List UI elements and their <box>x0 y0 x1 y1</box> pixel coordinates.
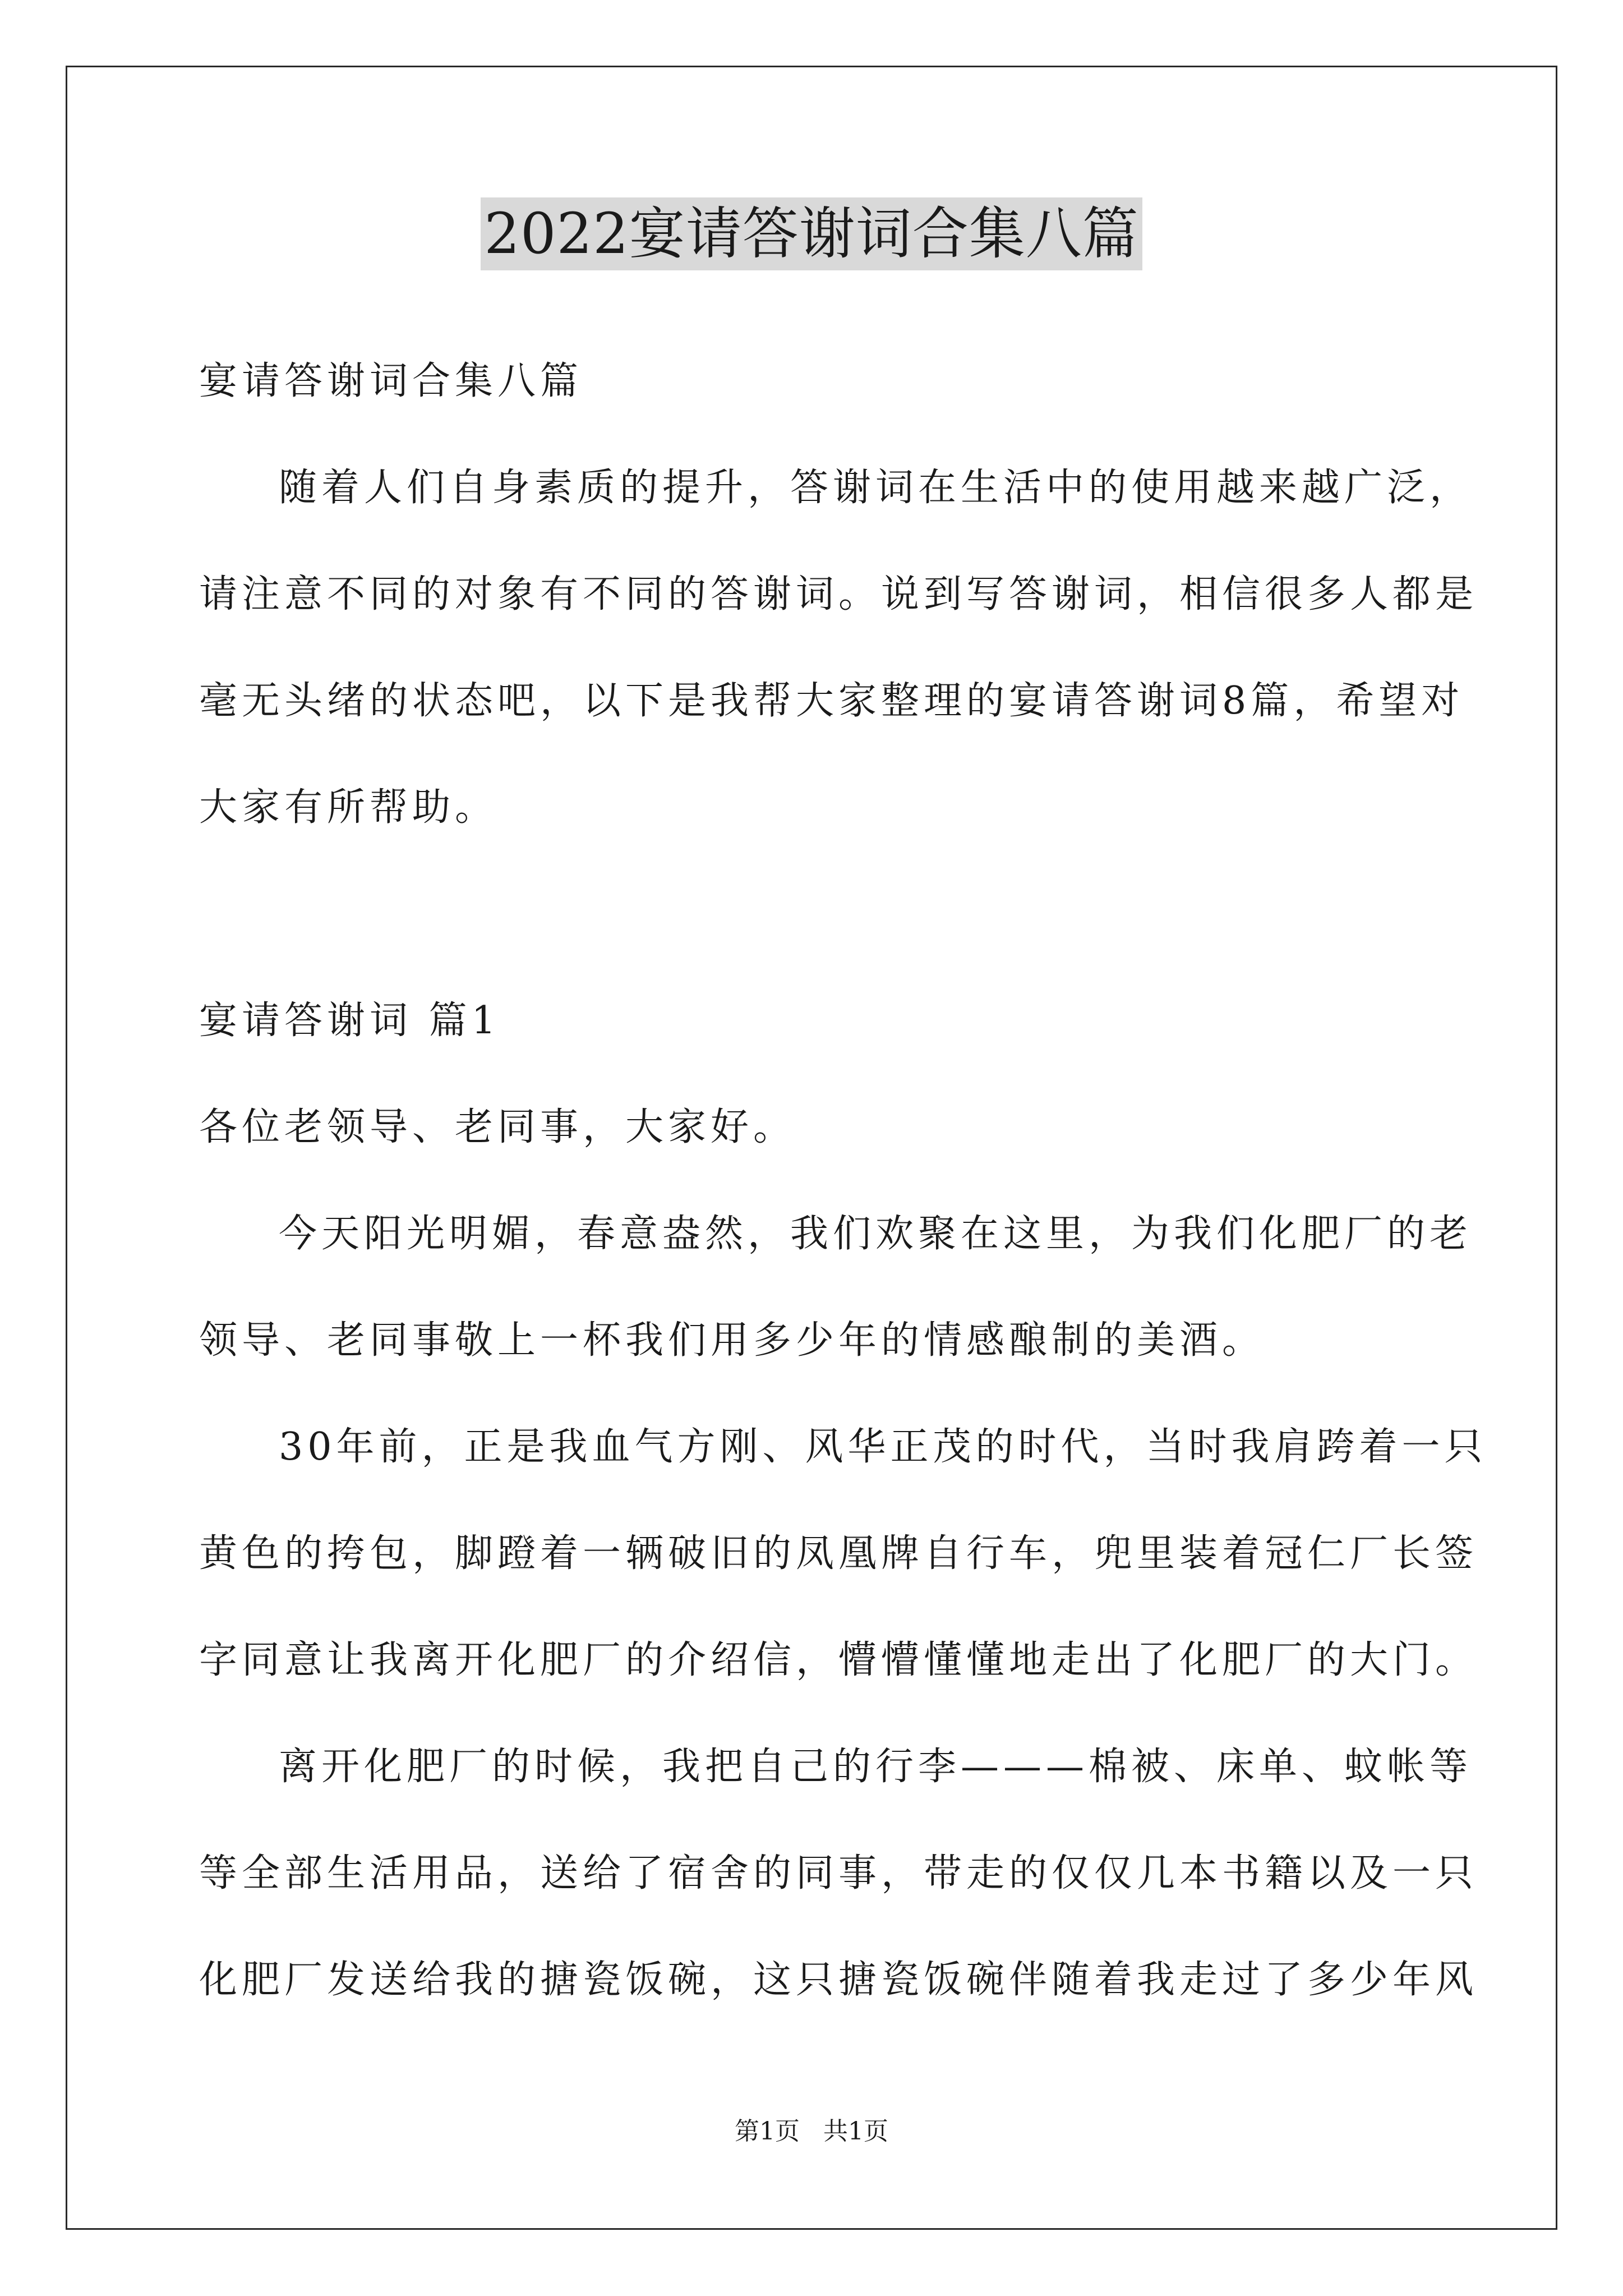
paragraph-line: 请注意不同的对象有不同的答谢词。说到写答谢词，相信很多人都是 <box>199 572 1478 616</box>
paragraph-line: 随着人们自身素质的提升，答谢词在生活中的使用越来越广泛， <box>279 466 1473 510</box>
page-number: 第1页 <box>735 2117 800 2146</box>
paragraph-line: 字同意让我离开化肥厂的介绍信，懵懵懂懂地走出了化肥厂的大门。 <box>199 1638 1478 1682</box>
paragraph-line: 离开化肥厂的时候，我把自己的行李———棉被、床单、蚊帐等 <box>279 1745 1473 1789</box>
subtitle-line: 宴请答谢词合集八篇 <box>199 359 583 403</box>
title-container <box>0 197 1623 270</box>
section-heading: 宴请答谢词 篇1 <box>199 999 500 1043</box>
paragraph-line: 30年前，正是我血气方刚、风华正茂的时代，当时我肩跨着一只 <box>279 1425 1487 1469</box>
paragraph-line: 化肥厂发送给我的搪瓷饭碗，这只搪瓷饭碗伴随着我走过了多少年风 <box>199 1958 1478 2002</box>
greeting-line: 各位老领导、老同事，大家好。 <box>199 1105 796 1149</box>
paragraph-line: 大家有所帮助。 <box>199 785 498 830</box>
paragraph-line: 今天阳光明媚，春意盎然，我们欢聚在这里，为我们化肥厂的老 <box>279 1212 1473 1256</box>
document-title: 2022宴请答谢词合集八篇 <box>481 197 1142 270</box>
page-total: 共1页 <box>823 2117 888 2146</box>
paragraph-line: 毫无头绪的状态吧，以下是我帮大家整理的宴请答谢词8篇，希望对 <box>199 679 1464 723</box>
page-footer <box>0 2115 1623 2148</box>
paragraph-line: 等全部生活用品，送给了宿舍的同事，带走的仅仅几本书籍以及一只 <box>199 1851 1478 1895</box>
paragraph-line: 黄色的挎包，脚蹬着一辆破旧的凤凰牌自行车，兜里装着冠仁厂长签 <box>199 1531 1478 1576</box>
paragraph-line: 领导、老同事敬上一杯我们用多少年的情感酿制的美酒。 <box>199 1318 1265 1363</box>
